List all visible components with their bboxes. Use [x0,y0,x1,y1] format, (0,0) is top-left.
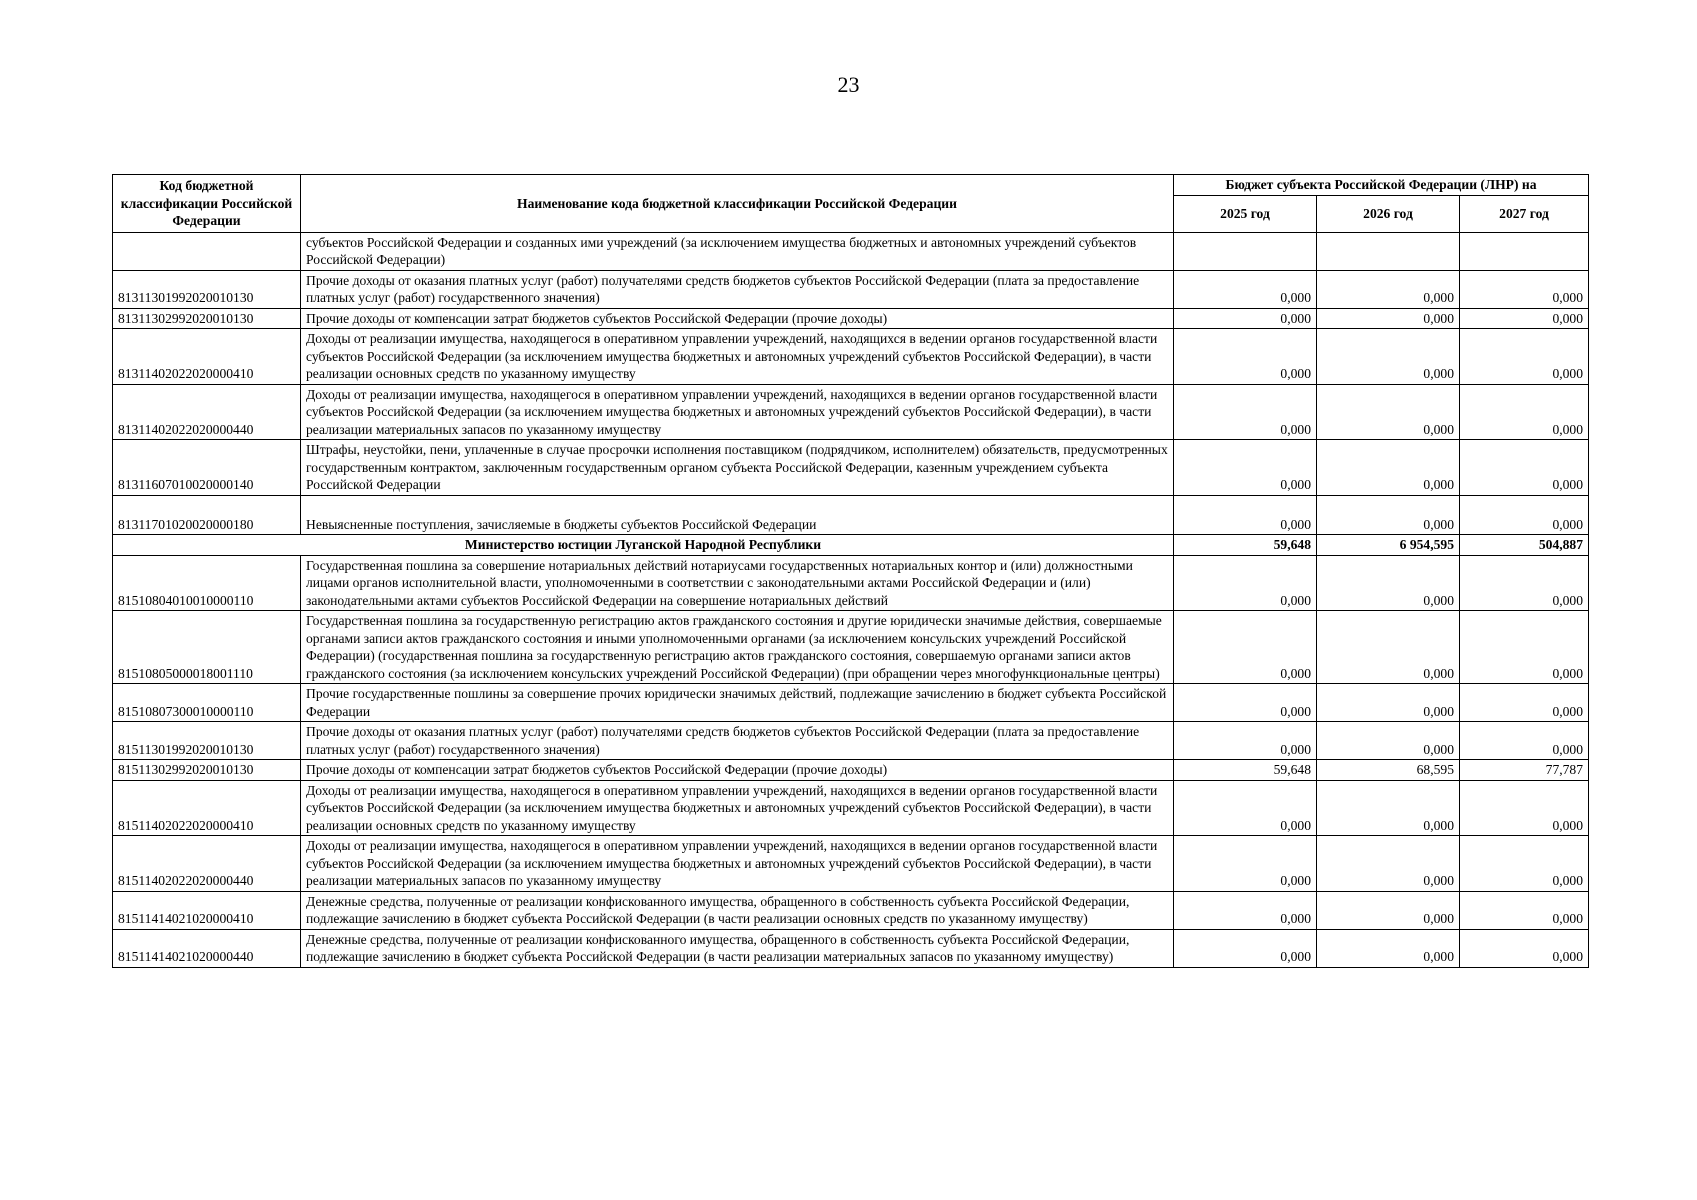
header-code: Код бюджетной классификации Российской Федерации [113,175,301,233]
budget-code: 81511302992020010130 [113,760,301,781]
header-row [113,175,1589,196]
budget-code: 81511301992020010130 [113,722,301,760]
table-row [113,891,1589,929]
value-2025: 0,000 [1174,440,1317,496]
value-2027: 0,000 [1460,384,1589,440]
page-number: 23 [837,72,860,97]
table-row [113,270,1589,308]
value-2026: 0,000 [1317,722,1460,760]
budget-code-name: Прочие доходы от компенсации затрат бюджетов субъектов Российской Федерации (прочие доходы) [301,760,1174,781]
value-2027: 0,000 [1460,329,1589,385]
value-2026: 0,000 [1317,270,1460,308]
budget-code: 81511402022020000410 [113,780,301,836]
value-2026: 6 954,595 [1317,535,1460,556]
value-2026: 0,000 [1317,555,1460,611]
budget-code-name: Доходы от реализации имущества, находящегося в оперативном управлении учреждений, находящихся в ведении органов государственной власти субъектов Российской Федерации (за исключением имущества бюджетных и автономных учреждений субъектов Российской Федерации), в части реализации основных средств по указанному имуществу [301,780,1174,836]
header-name: Наименование кода бюджетной классификации Российской Федерации [301,175,1174,233]
budget-code: 81511402022020000440 [113,836,301,892]
table-row [113,760,1589,781]
budget-code-name: Денежные средства, полученные от реализации конфискованного имущества, обращенного в собственность субъекта Российской Федерации, подлежащие зачислению в бюджет субъекта Российской Федерации (в части реализации основных средств по указанному имуществу) [301,891,1174,929]
value-2027 [1460,232,1589,270]
table-row [113,836,1589,892]
value-2025: 0,000 [1174,684,1317,722]
table-row [113,929,1589,967]
value-2027: 0,000 [1460,270,1589,308]
header-year-2027: 2027 год [1460,195,1589,232]
value-2025: 59,648 [1174,760,1317,781]
value-2025: 59,648 [1174,535,1317,556]
value-2026: 0,000 [1317,929,1460,967]
budget-code: 81311607010020000140 [113,440,301,496]
table-row [113,232,1589,270]
table-row [113,384,1589,440]
value-2027: 0,000 [1460,495,1589,535]
header-year-2026: 2026 год [1317,195,1460,232]
table-row [113,780,1589,836]
value-2026: 0,000 [1317,684,1460,722]
value-2025: 0,000 [1174,329,1317,385]
budget-code-name: Государственная пошлина за совершение нотариальных действий нотариусами государственных нотариальных контор и (или) должностными лицами органов исполнительной власти, уполномоченными в соответствии с законодательными актами Российской Федерации и (или) законодательными актами субъектов Российской Федерации на совершение нотариальных действий [301,555,1174,611]
budget-code-name: Штрафы, неустойки, пени, уплаченные в случае просрочки исполнения поставщиком (подрядчиком, исполнителем) обязательств, предусмотренных государственным контрактом, заключенным государственным органом субъекта Российской Федерации, казенным учреждением субъекта Российской Федерации [301,440,1174,496]
value-2025: 0,000 [1174,891,1317,929]
header-budget: Бюджет субъекта Российской Федерации (ЛНР) на [1174,175,1589,196]
value-2026: 0,000 [1317,308,1460,329]
budget-code: 81511414021020000410 [113,891,301,929]
value-2026: 0,000 [1317,891,1460,929]
value-2025: 0,000 [1174,836,1317,892]
table-row [113,308,1589,329]
table-row [113,440,1589,496]
value-2025: 0,000 [1174,555,1317,611]
table-row [113,611,1589,684]
table-row [113,329,1589,385]
budget-code-name: Невыясненные поступления, зачисляемые в бюджеты субъектов Российской Федерации [301,495,1174,535]
budget-code-name: Доходы от реализации имущества, находящегося в оперативном управлении учреждений, находящихся в ведении органов государственной власти субъектов Российской Федерации (за исключением имущества бюджетных и автономных учреждений субъектов Российской Федерации), в части реализации материальных запасов по указанному имуществу [301,836,1174,892]
value-2025: 0,000 [1174,929,1317,967]
budget-code-name: Прочие доходы от компенсации затрат бюджетов субъектов Российской Федерации (прочие доходы) [301,308,1174,329]
table-row [113,722,1589,760]
value-2026: 0,000 [1317,440,1460,496]
value-2027: 0,000 [1460,440,1589,496]
budget-code-name: Денежные средства, полученные от реализации конфискованного имущества, обращенного в собственность субъекта Российской Федерации, подлежащие зачислению в бюджет субъекта Российской Федерации (в части реализации материальных запасов по указанному имуществу) [301,929,1174,967]
value-2026: 0,000 [1317,329,1460,385]
value-2026: 0,000 [1317,836,1460,892]
value-2025 [1174,232,1317,270]
value-2027: 0,000 [1460,722,1589,760]
value-2027: 0,000 [1460,891,1589,929]
budget-code-name: Прочие доходы от оказания платных услуг (работ) получателями средств бюджетов субъектов Российской Федерации (плата за предоставление платных услуг (работ) государственного значения) [301,722,1174,760]
budget-code: 81511414021020000440 [113,929,301,967]
budget-code: 81311402022020000410 [113,329,301,385]
budget-code-name: Прочие доходы от оказания платных услуг (работ) получателями средств бюджетов субъектов Российской Федерации (плата за предоставление платных услуг (работ) государственного значения) [301,270,1174,308]
section-row [113,535,1589,556]
budget-code: 81311402022020000440 [113,384,301,440]
table-row [113,555,1589,611]
value-2025: 0,000 [1174,495,1317,535]
value-2025: 0,000 [1174,384,1317,440]
table-row [113,495,1589,535]
budget-code: 81510807300010000110 [113,684,301,722]
table-body [113,232,1589,967]
value-2027: 0,000 [1460,780,1589,836]
budget-code: 81510805000018001110 [113,611,301,684]
value-2025: 0,000 [1174,308,1317,329]
value-2025: 0,000 [1174,270,1317,308]
value-2027: 0,000 [1460,836,1589,892]
value-2027: 0,000 [1460,308,1589,329]
table-row [113,684,1589,722]
budget-code-name: Государственная пошлина за государственную регистрацию актов гражданского состояния и другие юридически значимые действия, совершаемые органами записи актов гражданского состояния и иными уполномоченными органами (за исключением консульских учреждений Российской Федерации) (государственная пошлина за государственную регистрацию актов гражданского состояния, совершаемую органами записи актов гражданского состояния (за исключением консульских учреждений Российской Федерации) (при обращении через многофункциональные центры) [301,611,1174,684]
budget-code: 81311701020020000180 [113,495,301,535]
budget-code-name: Доходы от реализации имущества, находящегося в оперативном управлении учреждений, находящихся в ведении органов государственной власти субъектов Российской Федерации (за исключением имущества бюджетных и автономных учреждений субъектов Российской Федерации), в части реализации основных средств по указанному имуществу [301,329,1174,385]
value-2026: 0,000 [1317,611,1460,684]
budget-classification-table [112,174,1589,968]
budget-code-name: субъектов Российской Федерации и созданных ими учреждений (за исключением имущества бюджетных и автономных учреждений субъектов Российской Федерации) [301,232,1174,270]
budget-code-name: Прочие государственные пошлины за совершение прочих юридически значимых действий, подлежащие зачислению в бюджет субъекта Российской Федерации [301,684,1174,722]
value-2026: 68,595 [1317,760,1460,781]
budget-code-name: Доходы от реализации имущества, находящегося в оперативном управлении учреждений, находящихся в ведении органов государственной власти субъектов Российской Федерации (за исключением имущества бюджетных и автономных учреждений субъектов Российской Федерации), в части реализации материальных запасов по указанному имуществу [301,384,1174,440]
value-2027: 0,000 [1460,611,1589,684]
value-2027: 0,000 [1460,929,1589,967]
budget-code [113,232,301,270]
budget-code: 81510804010010000110 [113,555,301,611]
value-2026: 0,000 [1317,495,1460,535]
value-2025: 0,000 [1174,611,1317,684]
value-2027: 0,000 [1460,555,1589,611]
value-2025: 0,000 [1174,722,1317,760]
value-2026: 0,000 [1317,384,1460,440]
value-2026: 0,000 [1317,780,1460,836]
value-2027: 504,887 [1460,535,1589,556]
value-2026 [1317,232,1460,270]
budget-code: 81311302992020010130 [113,308,301,329]
value-2027: 0,000 [1460,684,1589,722]
value-2027: 77,787 [1460,760,1589,781]
section-title: Министерство юстиции Луганской Народной Республики [113,535,1174,556]
value-2025: 0,000 [1174,780,1317,836]
header-year-2025: 2025 год [1174,195,1317,232]
budget-code: 81311301992020010130 [113,270,301,308]
